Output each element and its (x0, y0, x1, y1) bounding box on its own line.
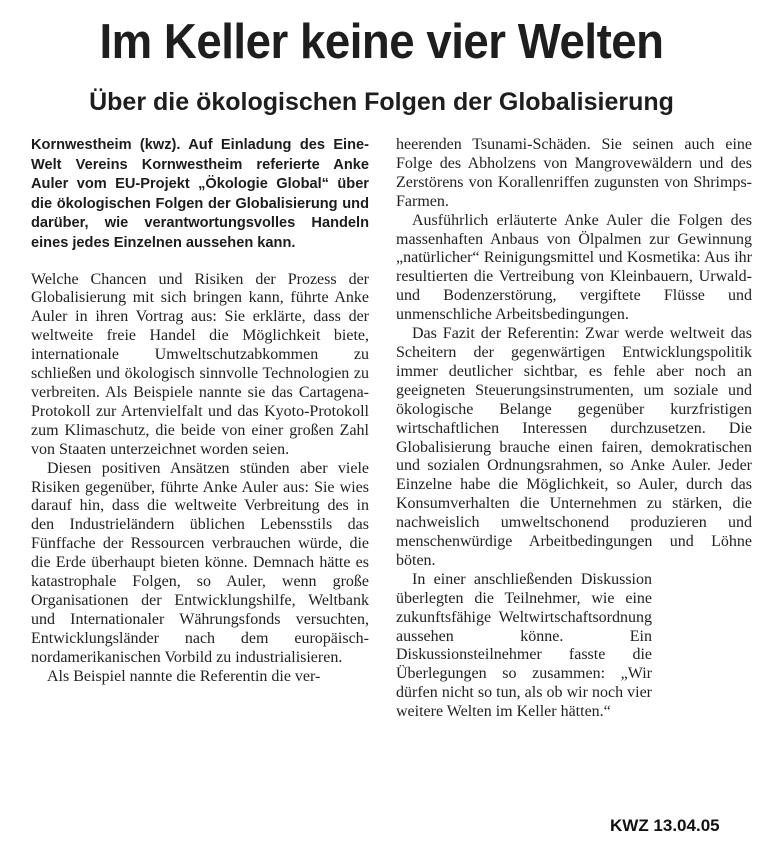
left-column (31, 136, 369, 687)
body-paragraph: Das Fazit der Referentin: Zwar werde weltweit das Scheitern der gegenwärtigen Entwicklungspolitik immer deutlicher sichtbar, es fehle aber noch an geeigneten Steuerungsinstrumenten, um soziale und ökologische Belange gegenüber kurzfristigen wirtschaftlichen Interessen durchzusetzen. Die Globalisierung brauche einen fairen, demokratischen und sozialen Ordnungsrahmen, so Anke Auler. Jeder Einzelne habe die Möglichkeit, so Auler, durch das Konsumverhalten die Unternehmen zu stärken, die nachweislich umweltschonend produzieren und menschenwürdige Arbeitbedingungen und Löhne böten. (396, 325, 752, 569)
body-paragraph: Welche Chancen und Risiken der Prozess der Globalisierung mit sich bringen kann, führte Anke Auler in ihren Vortrag aus: Sie erklärte, dass der weltweite freie Handel die Möglichkeit biete, internationale Umweltschutzabkommen zu schließen und ökologisch sinnvolle Technologien zu verbreiten. Als Beispiele nannte sie das Cartagena-Protokoll zur Artenvielfalt und das Kyoto-Protokoll zum Klimaschutz, die beide von einer großen Zahl von Staaten unterzeichnet worden seien. (31, 270, 369, 458)
body-paragraph: Ausführlich erläuterte Anke Auler die Folgen des massenhaften Anbaus von Ölpalmen zur Gewinnung „natürlicher“ Reinigungsmittel und Kosmetika: Aus ihr resultierten die Vertreibung von Kleinbauern, Urwald- und Bodenzerstörung, vergiftete Flüsse und unmenschliche Arbeitsbedingungen. (396, 211, 752, 324)
body-paragraph: Diesen positiven Ansätzen stünden aber viele Risiken gegenüber, führte Anke Auler aus: Sie wies darauf hin, dass die weltweite Verbreitung des in den Industrieländern üblichen Lebensstils das Fünffache der Ressourcen verbrauchen würde, die die Erde überhaupt bieten könne. Demnach hätte es katastrophale Folgen, so Auler, wenn große Organisationen der Entwicklungshilfe, Weltbank und Internationaler Währungsfonds versuchten, Entwicklungsländer nach dem europäisch-nordamerikanischen Vorbild zu industrialisieren. (31, 459, 369, 666)
body-paragraph: Als Beispiel nannte die Referentin die ver- (47, 667, 321, 685)
body-paragraph: In einer anschließenden Diskussion überlegten die Teilnehmer, wie eine zukunftsfähige Weltwirtschaftsordnung aussehen könne. Ein Diskussionsteilnehmer fasste die Überlegungen so zusammen: „Wir dürfen nicht so tun, als ob wir noch vier weitere Welten im Keller hätten.“ (396, 570, 652, 721)
lead-paragraph: Kornwestheim (kwz). Auf Einladung des Eine-Welt Vereins Kornwestheim referierte Anke Auler vom EU-Projekt „Ökologie Global“ über die ökologischen Folgen der Globalisierung und darüber, wie verantwortungsvolles Handeln eines jedes Einzelnen aussehen kann. (31, 137, 369, 251)
body-paragraph: heerenden Tsunami-Schäden. Sie seinen auch eine Folge des Abholzens von Mangrovewäldern und des Zerstörens von Korallenriffen zugunsten von Shrimps-Farmen. (396, 136, 752, 210)
subheadline: Über die ökologischen Folgen der Globalisierung (89, 88, 674, 116)
headline: Im Keller keine vier Welten (99, 15, 664, 69)
source-citation: KWZ 13.04.05 (610, 816, 720, 835)
right-column (396, 136, 752, 722)
